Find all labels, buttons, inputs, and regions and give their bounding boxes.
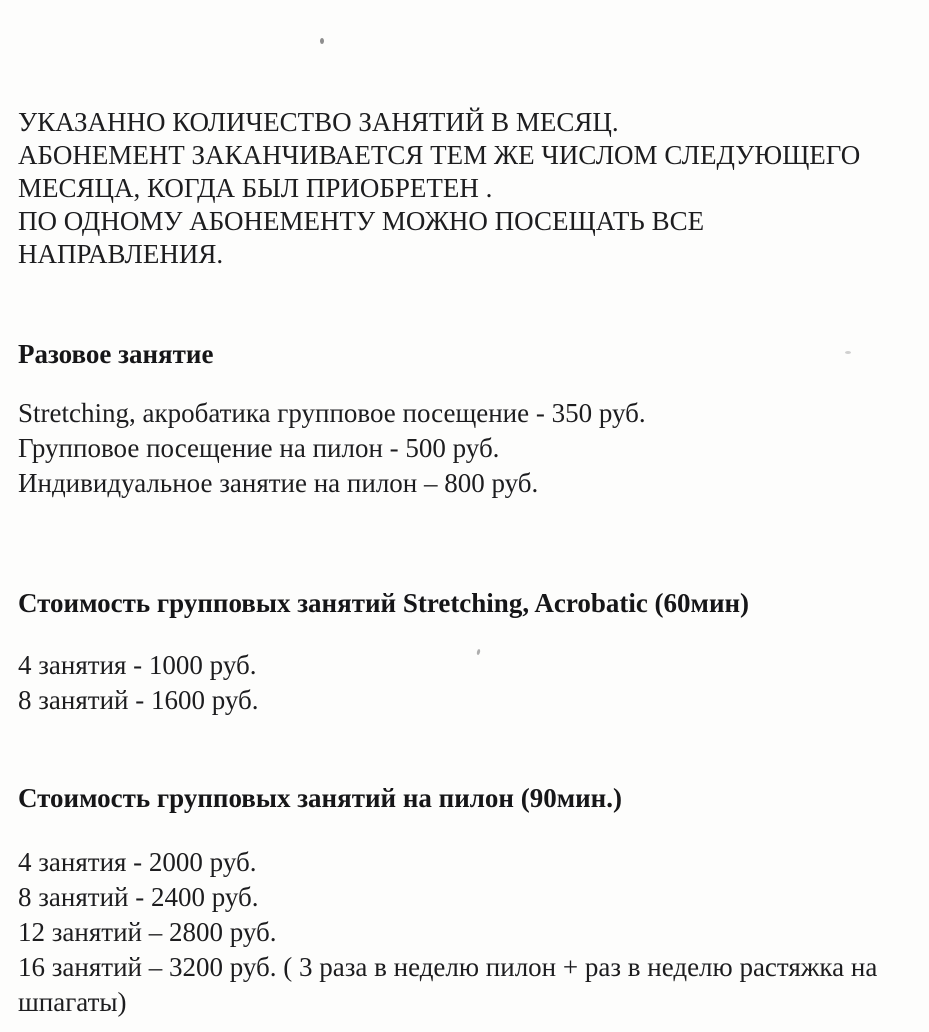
- intro-line: НАПРАВЛЕНИЯ.: [18, 239, 224, 269]
- intro-line: ПО ОДНОМУ АБОНЕМЕНТУ МОЖНО ПОСЕЩАТЬ ВСЕ: [18, 206, 705, 236]
- price-line: 4 занятия - 1000 руб.: [18, 650, 257, 680]
- price-line: 4 занятия - 2000 руб.: [18, 847, 257, 877]
- price-line: 16 занятий – 3200 руб. ( 3 раза в неделю пилон + раз в неделю растяжка на: [18, 952, 878, 982]
- section-heading-single-class: Разовое занятие: [18, 339, 214, 369]
- section-body-single-class: [18, 396, 923, 501]
- section-heading-pole: Стоимость групповых занятий на пилон (90мин.): [18, 783, 622, 813]
- intro-line: АБОНЕМЕНТ ЗАКАНЧИВАЕТСЯ ТЕМ ЖЕ ЧИСЛОМ СЛЕДУЮЩЕГО: [18, 140, 861, 170]
- section-body-stretching-acrobatic: [18, 648, 923, 718]
- section-body-pole: [18, 845, 923, 1020]
- intro-line: УКАЗАННО КОЛИЧЕСТВО ЗАНЯТИЙ В МЕСЯЦ.: [18, 107, 619, 137]
- price-line: Групповое посещение на пилон - 500 руб.: [18, 433, 500, 463]
- intro-line: МЕСЯЦА, КОГДА БЫЛ ПРИОБРЕТЕН .: [18, 173, 493, 203]
- scan-speck: [845, 351, 851, 354]
- section-heading-stretching-acrobatic: Стоимость групповых занятий Stretching, Acrobatic (60мин): [18, 588, 750, 618]
- scan-speck: [320, 38, 324, 44]
- price-line: Stretching, акробатика групповое посещение - 350 руб.: [18, 398, 646, 428]
- intro-paragraph: [18, 106, 923, 271]
- price-line: 12 занятий – 2800 руб.: [18, 917, 277, 947]
- price-line: шпагаты): [18, 987, 127, 1017]
- price-line: Индивидуальное занятие на пилон – 800 руб.: [18, 468, 539, 498]
- price-line: 8 занятий - 1600 руб.: [18, 685, 259, 715]
- price-line: 8 занятий - 2400 руб.: [18, 882, 259, 912]
